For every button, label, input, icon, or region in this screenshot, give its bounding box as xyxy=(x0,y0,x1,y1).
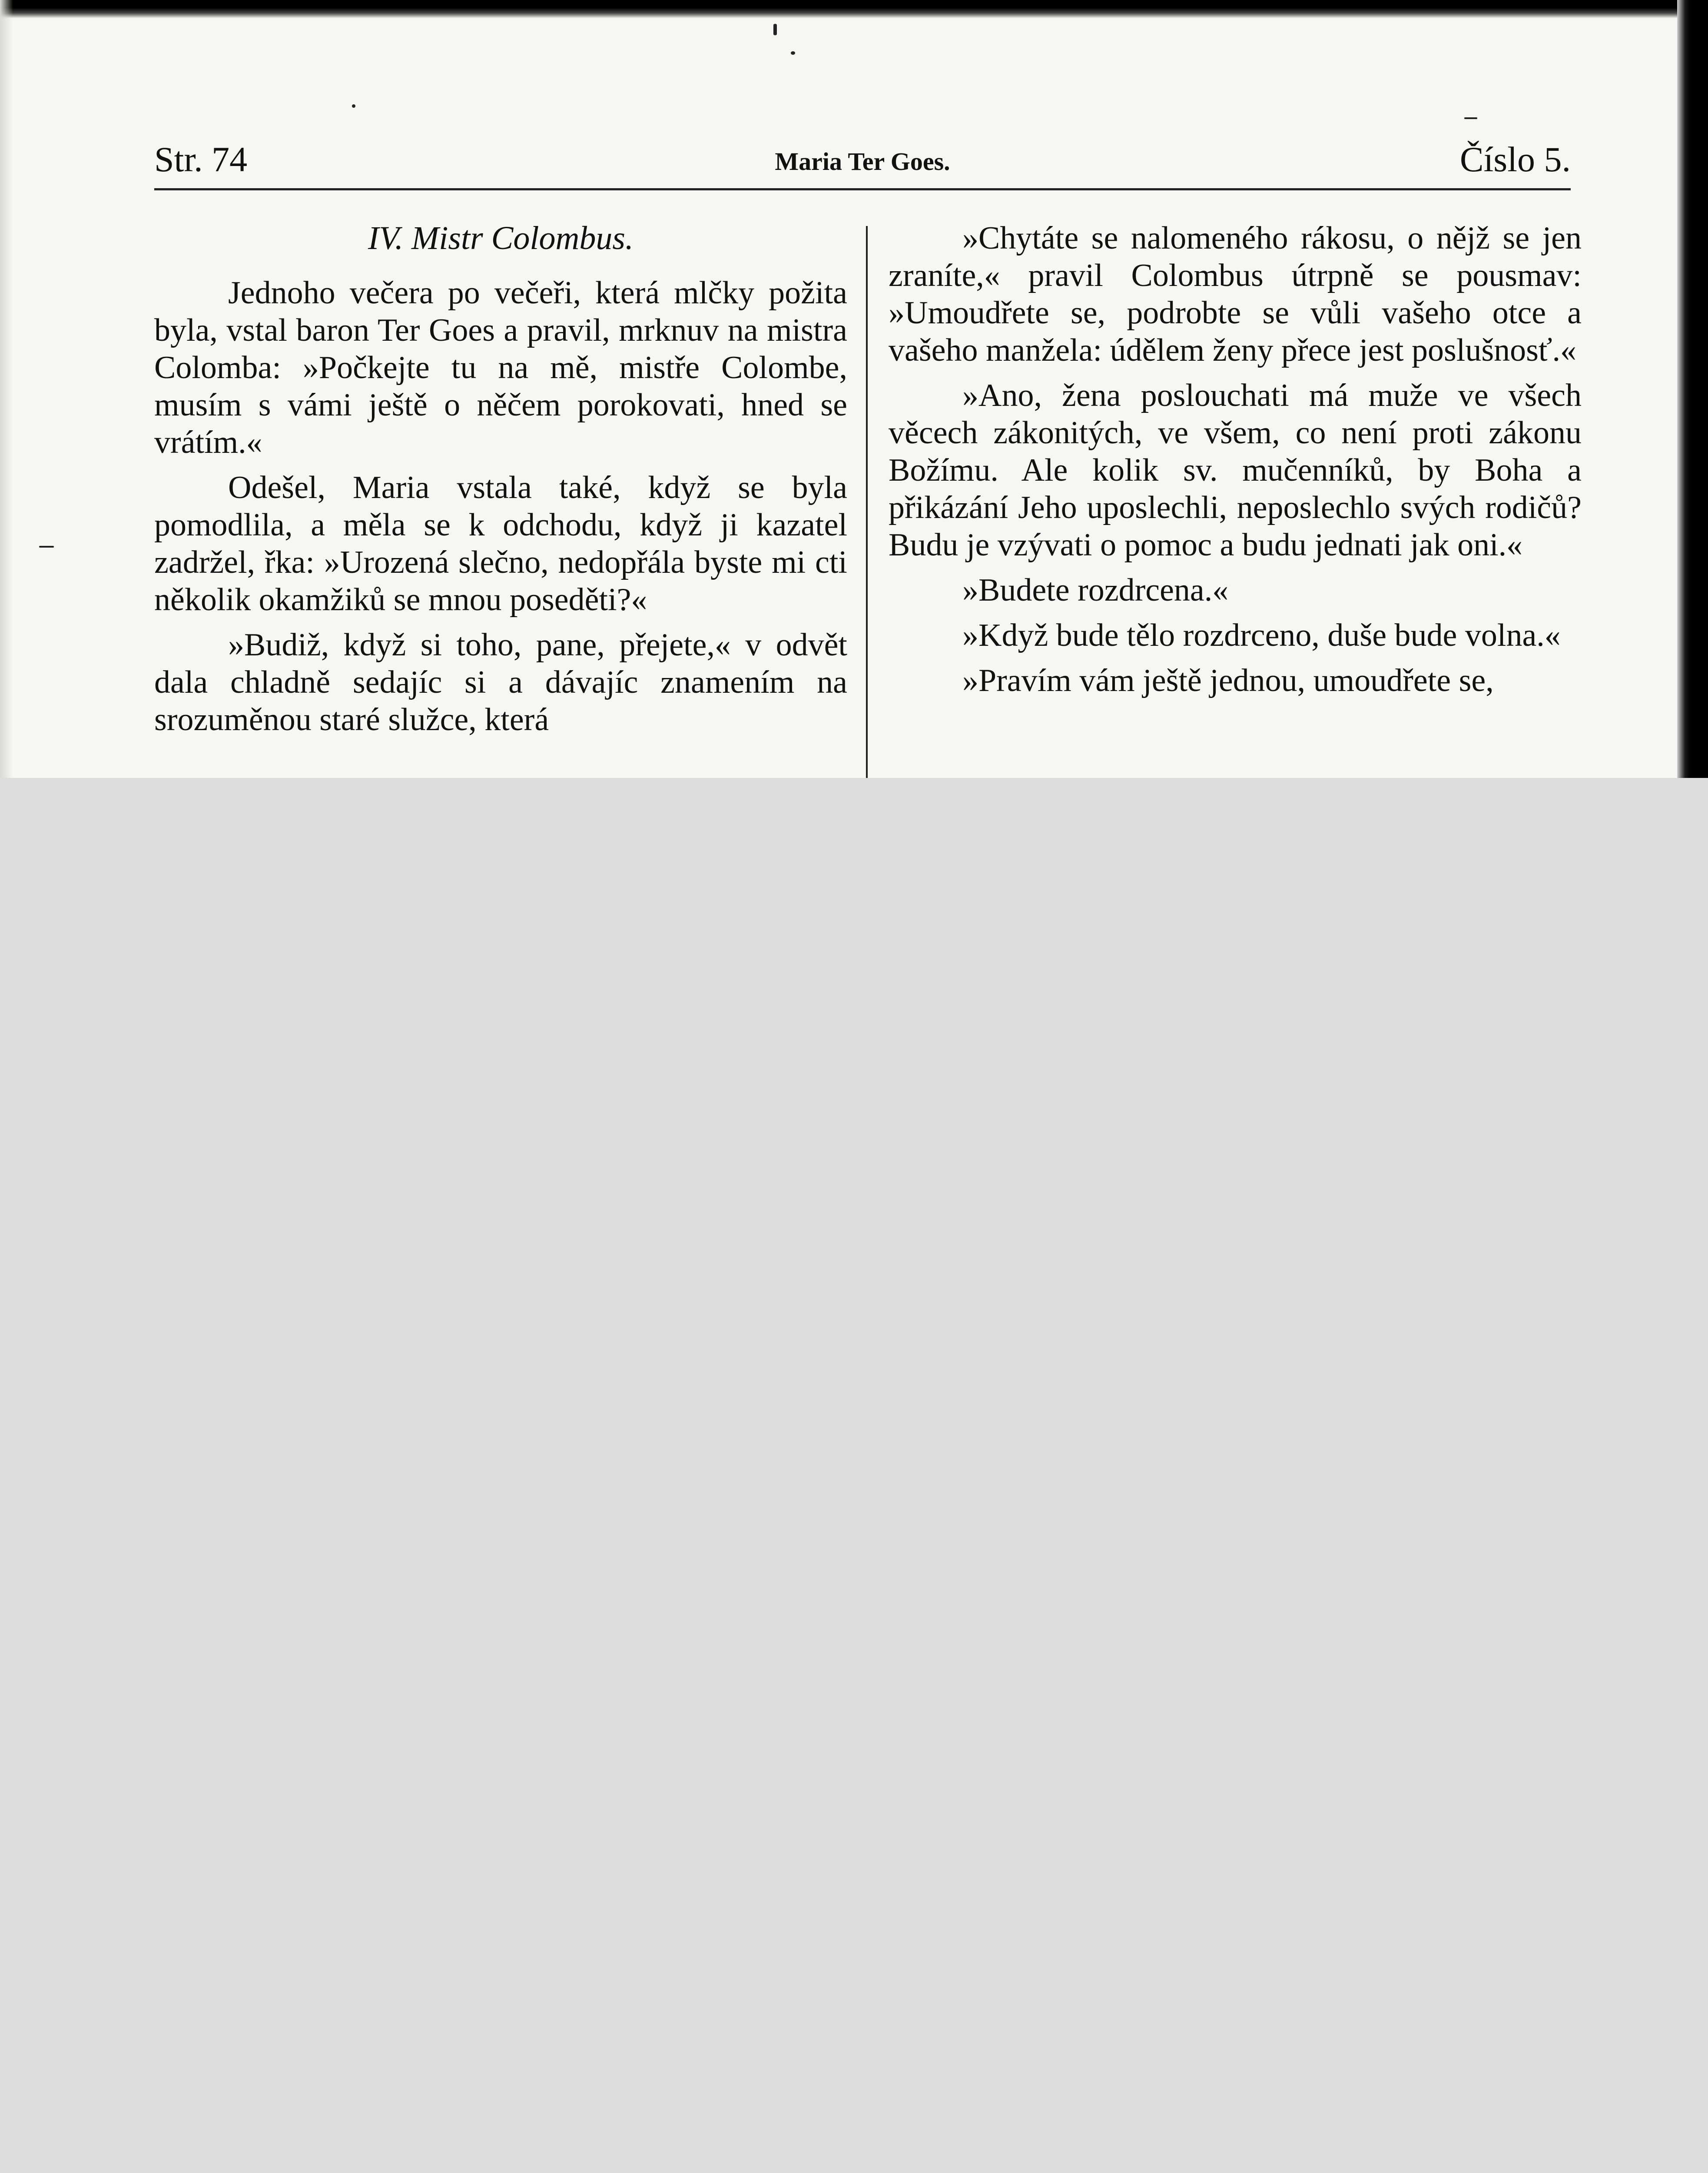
paragraph: »Pravím vám ještě jednou, umoudřete se, xyxy=(962,663,1494,698)
column-divider xyxy=(866,226,868,778)
paragraph: »Budiž, když si toho, pane, přejete,« v odvět dala chladně sedajíc si a dávajíc znamením na srozuměnou staré služce, která xyxy=(154,627,847,738)
left-column xyxy=(154,219,847,746)
paragraph: Jednoho večera po večeři, která mlčky požita byla, vstal baron Ter Goes a pravil, mrknuv na mistra Colomba: »Počkejte tu na mě, mistře Colombe, musím s vámi ještě o něčem porokovati, hned se vrátím.« xyxy=(154,275,847,460)
dust-speck xyxy=(39,546,54,548)
dust-speck xyxy=(352,104,355,108)
header-rule xyxy=(154,188,1571,190)
scan-right-edge xyxy=(1677,0,1708,778)
paragraph: Odešel, Maria vstala také, když se byla pomodlila, a měla se k odchodu, když ji kazatel zadržel, řka: »Urozená slečno, nedopřála byste mi cti několik okamžiků se mnou poseděti?« xyxy=(154,470,847,618)
running-title: Maria Ter Goes. xyxy=(775,147,950,176)
scan-left-shadow xyxy=(0,0,13,778)
scan-top-edge xyxy=(0,0,1708,18)
issue-number: Číslo 5. xyxy=(1459,140,1571,179)
dust-speck xyxy=(791,51,795,55)
paragraph: »Chytáte se nalomeného rákosu, o nějž se jen zraníte,« pravil Colombus útrpně se pousmav: »Umoudřete se, podrobte se vůli vašeho otce a vašeho manžela: údělem ženy přece jest poslušnosť.« xyxy=(889,220,1582,368)
paragraph: »Ano, žena poslouchati má muže ve všech věcech zákonitých, ve všem, co není proti zákonu Božímu. Ale kolik sv. mučenníků, by Boha a přikázání Jeho uposlechli, neposlechlo svých rodičů? Budu je vzývati o pomoc a budu jednati jak oni.« xyxy=(889,378,1582,563)
paragraph: »Když bude tělo rozdrceno, duše bude volna.« xyxy=(962,618,1561,653)
page-number: Str. 74 xyxy=(154,140,248,179)
scanned-page xyxy=(0,0,1708,778)
dust-speck xyxy=(1464,117,1477,119)
right-column xyxy=(889,219,1582,707)
paragraph: »Budete rozdrcena.« xyxy=(962,572,1229,608)
chapter-heading: IV. Mistr Colombus. xyxy=(368,220,633,256)
page-header xyxy=(154,139,1571,191)
dust-speck xyxy=(773,24,777,35)
